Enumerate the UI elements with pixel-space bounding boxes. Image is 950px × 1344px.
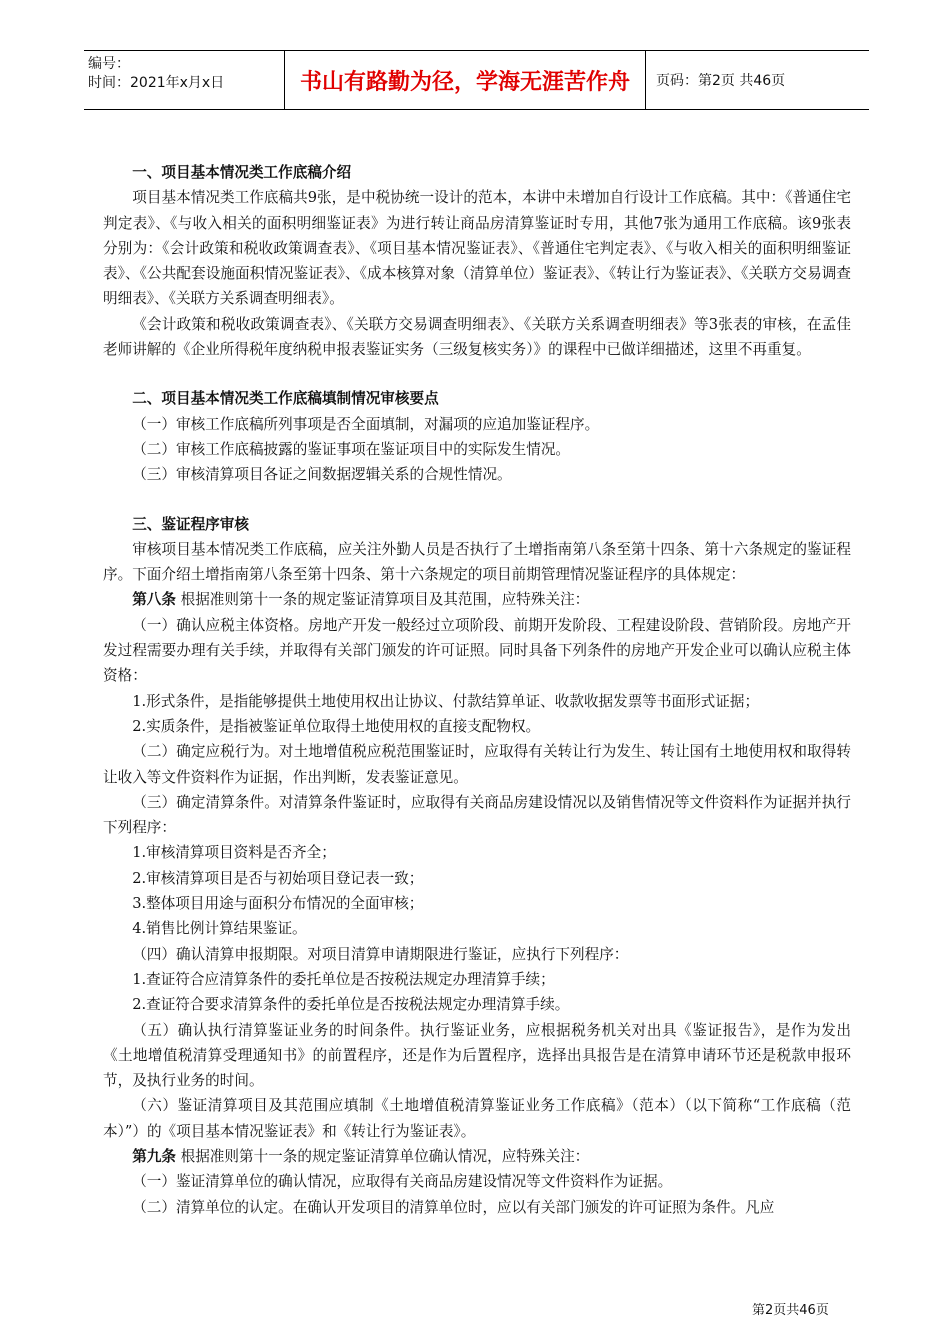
article-8-text: 根据准则第十一条的规定鉴证清算项目及其范围，应特殊关注： <box>175 591 590 609</box>
article-8-clause-1: （一）确认应税主体资格。房地产开发一般经过立项阶段、前期开发阶段、工程建设阶段、营销阶段。房地产开发过程需要办理有关手续，并取得有关部门颁发的许可证照。同时具备下列条件的房地产开发企业可以确认应税主体资格： <box>103 616 851 685</box>
article-8-clause-3-item-4: 4.销售比例计算结果鉴证。 <box>132 920 307 938</box>
section-1-paragraph-1: 项目基本情况类工作底稿共9张，是中税协统一设计的范本，本讲中未增加自行设计工作底稿。其中：《普通住宅判定表》、《与收入相关的面积明细鉴证表》为进行转让商品房清算鉴证时专用，其他7张为通用工作底稿。该9张表分别为：《会计政策和税收政策调查表》、《项目基本情况鉴证表》、《普通住宅判定表》、《与收入相关的面积明细鉴证表》、《公共配套设施面积情况鉴证表》、《成本核算对象（清算单位）鉴证表》、《转让行为鉴证表》、《关联方交易调查明细表》、《关联方关系调查明细表》。 <box>103 189 851 308</box>
section-1-title: 一、项目基本情况类工作底稿介绍 <box>132 164 352 181</box>
article-8-clause-5: （五）确认执行清算鉴证业务的时间条件。执行鉴证业务，应根据税务机关对出具《鉴证报告》，是作为发出《土地增值税清算受理通知书》的前置程序，还是作为后置程序，选择出具报告是在清算申请环节还是税款申报环节，及执行业务的时间。 <box>103 1021 851 1090</box>
article-9-clause-1: （一）鉴证清算单位的确认情况，应取得有关商品房建设情况等文件资料作为证据。 <box>132 1173 673 1191</box>
article-8-clause-6: （六）鉴证清算项目及其范围应填制《土地增值税清算鉴证业务工作底稿》（范本）（以下简称“工作底稿（范本）”）的《项目基本情况鉴证表》和《转让行为鉴证表》。 <box>103 1097 851 1140</box>
page-footer: 第2页共46页 <box>752 1303 829 1318</box>
page-header <box>84 50 869 110</box>
section-3-intro: 审核项目基本情况类工作底稿，应关注外勤人员是否执行了土增指南第八条至第十四条、第十六条规定的鉴证程序。下面介绍土增指南第八条至第十四条、第十六条规定的项目前期管理情况鉴证程序的具体规定： <box>103 540 851 584</box>
article-8-clause-1-item-1: 1.形式条件，是指能够提供土地使用权出让协议、付款结算单证、收款收据发票等书面形式证据； <box>132 692 760 710</box>
header-motto: 书山有路勤为径，学海无涯苦作舟 <box>284 51 646 109</box>
article-8-label: 第八条 <box>132 591 176 609</box>
section-2-title: 二、项目基本情况类工作底稿填制情况审核要点 <box>132 390 439 408</box>
section-2-item-2: （二）审核工作底稿披露的鉴证事项在鉴证项目中的实际发生情况。 <box>132 440 571 458</box>
article-8-clause-2: （二）确定应税行为。对土地增值税应税范围鉴证时，应取得有关转让行为发生、转让国有土地使用权和取得转让收入等文件资料作为证据，作出判断，发表鉴证意见。 <box>103 743 851 786</box>
header-meta <box>84 51 284 109</box>
section-3-title: 三、鉴证程序审核 <box>132 515 249 533</box>
document-body <box>103 160 851 1220</box>
article-8-clause-3-item-2: 2.审核清算项目是否与初始项目登记表一致； <box>132 869 424 887</box>
article-8-clause-4: （四）确认清算申报期限。对项目清算申请期限进行鉴证，应执行下列程序： <box>132 945 629 963</box>
article-8-clause-1-item-2: 2.实质条件，是指被鉴证单位取得土地使用权的直接支配物权。 <box>132 717 541 735</box>
article-9-heading <box>103 1144 851 1169</box>
section-2-item-3: （三）审核清算项目各证之间数据逻辑关系的合规性情况。 <box>132 466 512 484</box>
section-2-item-1: （一）审核工作底稿所列事项是否全面填制，对漏项的应追加鉴证程序。 <box>132 415 600 433</box>
article-8-clause-3: （三）确定清算条件。对清算条件鉴证时，应取得有关商品房建设情况以及销售情况等文件资料作为证据并执行下列程序： <box>103 793 851 837</box>
article-8-clause-4-item-2: 2.查证符合要求清算条件的委托单位是否按税法规定办理清算手续。 <box>132 996 570 1014</box>
article-8-heading <box>103 587 851 612</box>
article-8-clause-3-item-1: 1.审核清算项目资料是否齐全； <box>132 844 336 862</box>
header-page-info: 页码：第2页 共46页 <box>656 73 786 89</box>
header-number-label: 编号： <box>88 56 130 72</box>
article-9-text: 根据准则第十一条的规定鉴证清算单位确认情况，应特殊关注： <box>175 1147 590 1165</box>
article-9-clause-2: （二）清算单位的认定。在确认开发项目的清算单位时，应以有关部门颁发的许可证照为条件。凡应 <box>132 1198 775 1216</box>
article-8-clause-3-item-3: 3.整体项目用途与面积分布情况的全面审核； <box>132 895 424 913</box>
article-9-label: 第九条 <box>132 1147 176 1165</box>
article-8-clause-4-item-1: 1.查证符合应清算条件的委托单位是否按税法规定办理清算手续； <box>132 970 555 988</box>
section-1-paragraph-2: 《会计政策和税收政策调查表》、《关联方交易调查明细表》、《关联方关系调查明细表》等3张表的审核，在孟佳老师讲解的《企业所得税年度纳税申报表鉴证实务（三级复核实务）》的课程中已做详细描述，这里不再重复。 <box>103 315 851 359</box>
header-time-label: 时间：2021年x月x日 <box>88 75 225 91</box>
